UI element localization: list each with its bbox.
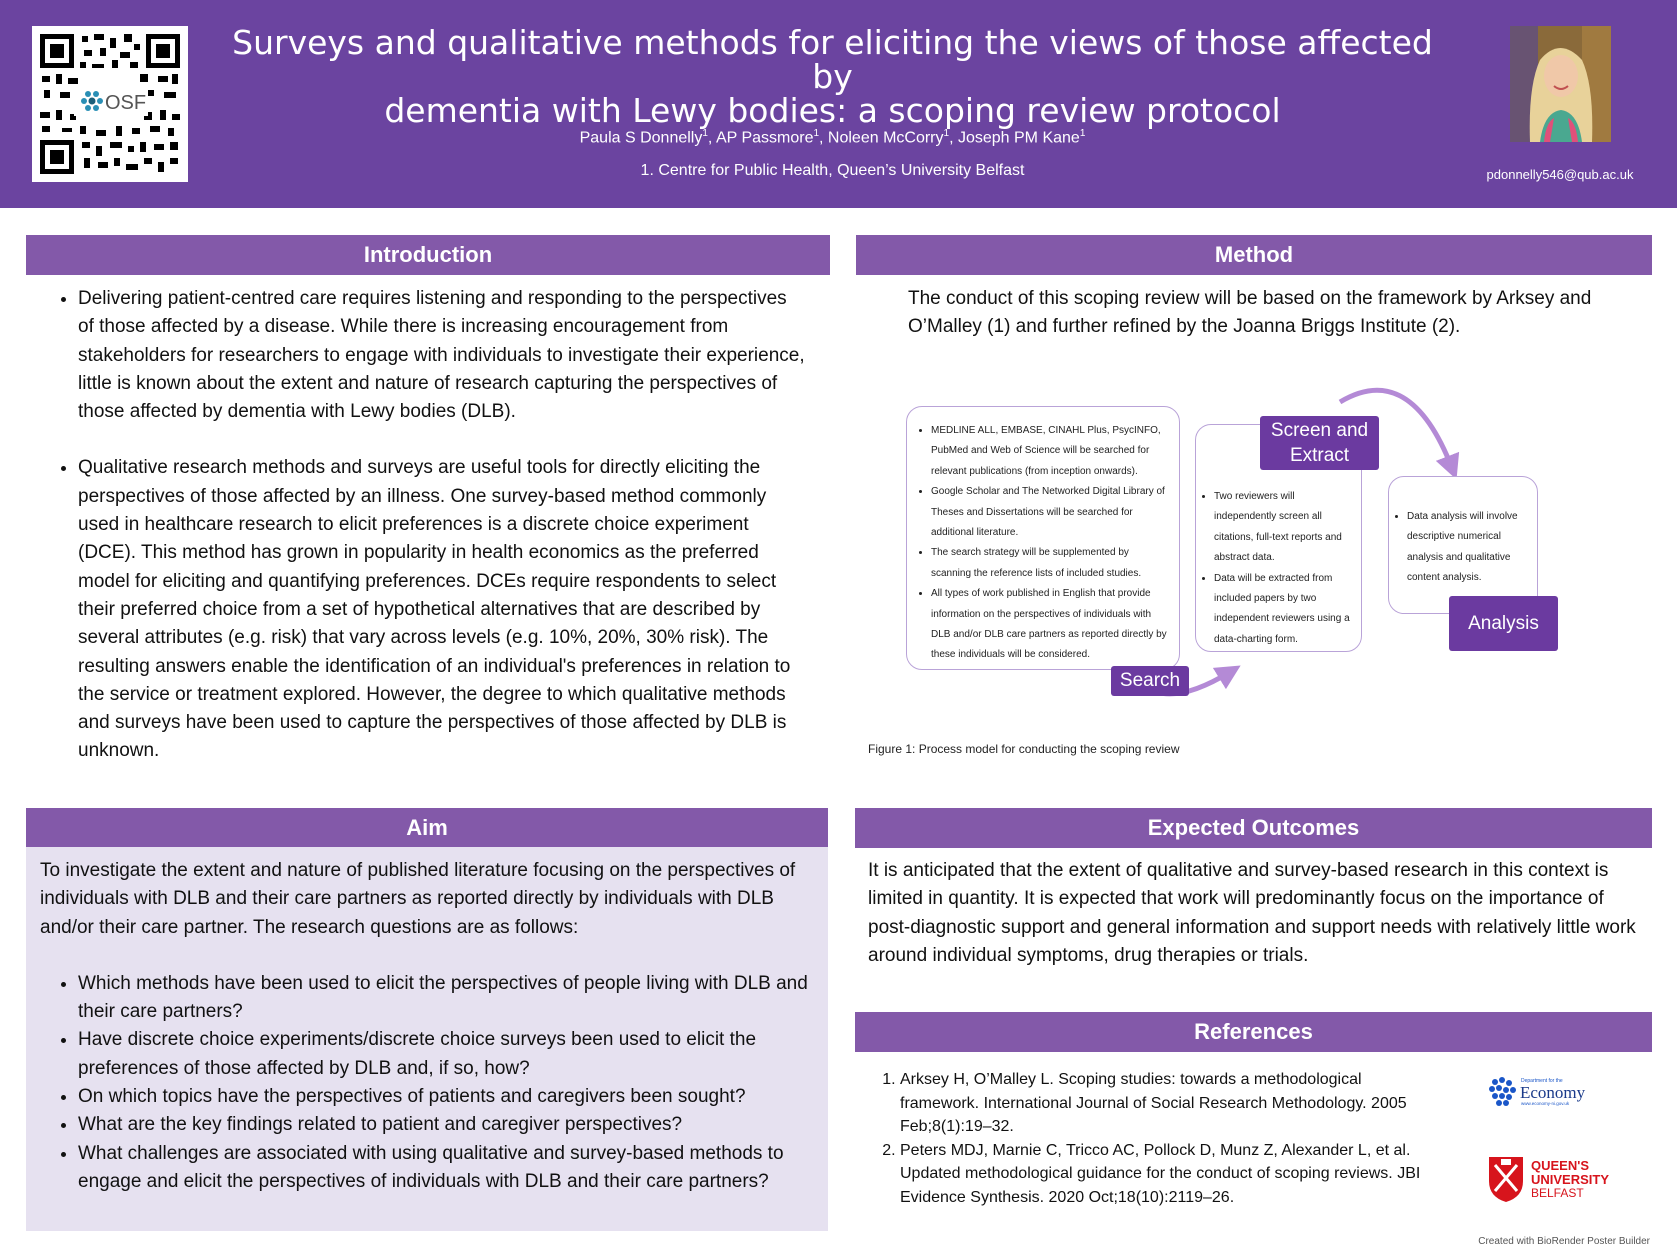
reference-item: 2. Peters MDJ, Marnie C, Tricco AC, Pollock D, Munz Z, Alexander L, et al. Updated methodological guidance for the conduct of scoping reviews. JBI Evidence Synthesis. 2020 Oct;18(10):2119–26. bbox=[900, 1139, 1440, 1210]
introduction-heading: Introduction bbox=[26, 235, 830, 275]
author-affiliation-mark: 1 bbox=[1079, 128, 1086, 139]
search-bullet: • Google Scholar and The Networked Digital Library of Theses and Dissertations will be searched for additional literature. bbox=[931, 482, 1169, 543]
analysis-bullet: • Data analysis will involve descriptive numerical analysis and qualitative content analysis. bbox=[1407, 507, 1531, 589]
screen-bullet: • Two reviewers will independently screen all citations, full-text reports and abstract data. bbox=[1214, 487, 1353, 569]
qub-line-3: BELFAST bbox=[1531, 1186, 1584, 1200]
search-bullet: • The search strategy will be supplemented by scanning the reference lists of included studies. bbox=[931, 543, 1169, 584]
author-name: Noleen McCorry bbox=[827, 129, 944, 147]
search-box bbox=[906, 406, 1180, 670]
queens-university-belfast-logo bbox=[1487, 1155, 1617, 1203]
analysis-box bbox=[1388, 476, 1538, 614]
qub-line-1: QUEEN'S bbox=[1531, 1158, 1589, 1173]
search-label: Search bbox=[1111, 666, 1189, 696]
search-bullet: • All types of work published in English that provide information on the perspectives of individuals with DLB and/or DLB care partners as reported directly by these individuals will be considered. bbox=[931, 584, 1169, 666]
author-affiliation-mark: 1 bbox=[813, 128, 820, 139]
research-question: • On which topics have the perspectives of patients and caregivers been sought? bbox=[78, 1083, 820, 1111]
screen-extract-label bbox=[1260, 416, 1379, 470]
reference-item: 1. Arksey H, O’Malley L. Scoping studies: towards a methodological framework. International Journal of Social Research Methodology. 2005 Feb;8(1):19–32. bbox=[900, 1068, 1440, 1139]
figure-caption: Figure 1: Process model for conducting the scoping review bbox=[868, 742, 1180, 756]
economy-small-text: Department for the bbox=[1521, 1078, 1563, 1084]
screen-label-line1: Screen and bbox=[1270, 420, 1369, 441]
author-name: AP Passmore bbox=[715, 129, 814, 147]
outcomes-heading: Expected Outcomes bbox=[855, 808, 1652, 848]
process-model-figure bbox=[900, 380, 1580, 720]
contact-email[interactable]: pdonnelly546@qub.ac.uk bbox=[1486, 167, 1634, 182]
economy-text: Economy bbox=[1520, 1083, 1586, 1102]
author-separator: , bbox=[707, 129, 716, 147]
analysis-label: Analysis bbox=[1449, 596, 1558, 651]
references-list bbox=[880, 1068, 1440, 1209]
title-line-1: Surveys and qualitative methods for eliciting the views of those affected by bbox=[232, 23, 1433, 96]
author-separator: , bbox=[949, 129, 958, 147]
outcomes-text: It is anticipated that the extent of qualitative and survey-based research in this context is limited in quantity. It is expected that work will predominantly focus on the importance of post-diagnostic support and general information and support needs with relatively little work around individual symptoms, drug therapies or trials. bbox=[868, 860, 1636, 966]
economy-logo-icon bbox=[1487, 1074, 1597, 1110]
aim-intro: To investigate the extent and nature of published literature focusing on the perspectives of individuals with DLB and their care partners as reported directly by individuals with DLB and/or their care partner. The research questions are as follows: bbox=[40, 860, 796, 938]
economy-url-text: www.economy-ni.gov.uk bbox=[1521, 1101, 1570, 1106]
affiliation: 1. Centre for Public Health, Queen’s University Belfast bbox=[640, 162, 1025, 179]
osf-logo-text: OSF bbox=[105, 92, 147, 114]
method-heading: Method bbox=[856, 235, 1652, 275]
introduction-bullet: • Qualitative research methods and surveys are useful tools for directly eliciting the perspectives of those affected by an illness. One survey-based method commonly used in healthcare research to elicit preferences is a discrete choice experiment (DCE). This method has grown in popularity in health economics as the preferred model for eliciting and quantifying preferences. DCEs require respondents to select their preferred choice from a set of hypothetical alternatives that are described by several attributes (e.g. risk) that vary across levels (e.g. 10%, 20%, 30% risk). The resulting answers enable the identification of an individual's preferences in relation to the service or treatment explored. However, the degree to which qualitative methods and surveys have been used to capture the perspectives of those affected by DLB is unknown. bbox=[78, 454, 806, 765]
osf-qr-code[interactable] bbox=[32, 26, 188, 182]
biorender-credit: Created with BioRender Poster Builder bbox=[1478, 1236, 1650, 1247]
author-list bbox=[230, 128, 1435, 147]
aim-heading: Aim bbox=[26, 808, 828, 848]
screen-bullet: • Data will be extracted from included papers by two independent reviewers using a data-charting form. bbox=[1214, 569, 1353, 651]
author-affiliation-mark: 1 bbox=[943, 128, 950, 139]
aim-body bbox=[40, 857, 820, 1196]
author-name: Joseph PM Kane bbox=[957, 129, 1080, 147]
author-photo bbox=[1510, 26, 1611, 142]
references-heading: References bbox=[855, 1012, 1652, 1052]
research-question: • Which methods have been used to elicit the perspectives of people living with DLB and their care partners? bbox=[78, 970, 820, 1027]
introduction-body bbox=[26, 285, 806, 766]
author-separator: , bbox=[819, 129, 828, 147]
introduction-bullet: • Delivering patient-centred care requires listening and responding to the perspectives of those affected by a disease. While there is increasing encouragement from stakeholders for researchers to engage with individuals to investigate their experience, little is known about the extent and nature of research capturing the perspectives of those affected by dementia with Lewy bodies (DLB). bbox=[78, 285, 806, 426]
poster-header bbox=[0, 0, 1677, 208]
research-question: • Have discrete choice experiments/discrete choice surveys been used to elicit the preferences of those affected by DLB and, if so, how? bbox=[78, 1026, 820, 1083]
method-text: The conduct of this scoping review will be based on the framework by Arksey and O’Malley (1) and further refined by the Joanna Briggs Institute (2). bbox=[908, 288, 1592, 338]
research-question: • What are the key findings related to patient and caregiver perspectives? bbox=[78, 1111, 820, 1139]
author-portrait-image bbox=[1510, 26, 1611, 142]
research-question: • What challenges are associated with using qualitative and survey-based methods to engage and elicit the perspectives of individuals with DLB and their care partners? bbox=[78, 1140, 820, 1197]
qr-code-icon bbox=[40, 34, 180, 174]
poster-title bbox=[230, 23, 1435, 130]
author-name: Paula S Donnelly bbox=[579, 129, 703, 147]
qub-crest-icon bbox=[1487, 1155, 1617, 1203]
author-affiliation-mark: 1 bbox=[702, 128, 708, 139]
qub-line-2: UNIVERSITY bbox=[1531, 1172, 1610, 1187]
search-bullet: • MEDLINE ALL, EMBASE, CINAHL Plus, PsycINFO, PubMed and Web of Science will be searched for relevant publications (from inception onwards). bbox=[931, 421, 1169, 482]
department-economy-logo bbox=[1487, 1074, 1597, 1110]
screen-label-line2: Extract bbox=[1289, 445, 1350, 466]
title-line-2: dementia with Lewy bodies: a scoping review protocol bbox=[384, 91, 1281, 130]
